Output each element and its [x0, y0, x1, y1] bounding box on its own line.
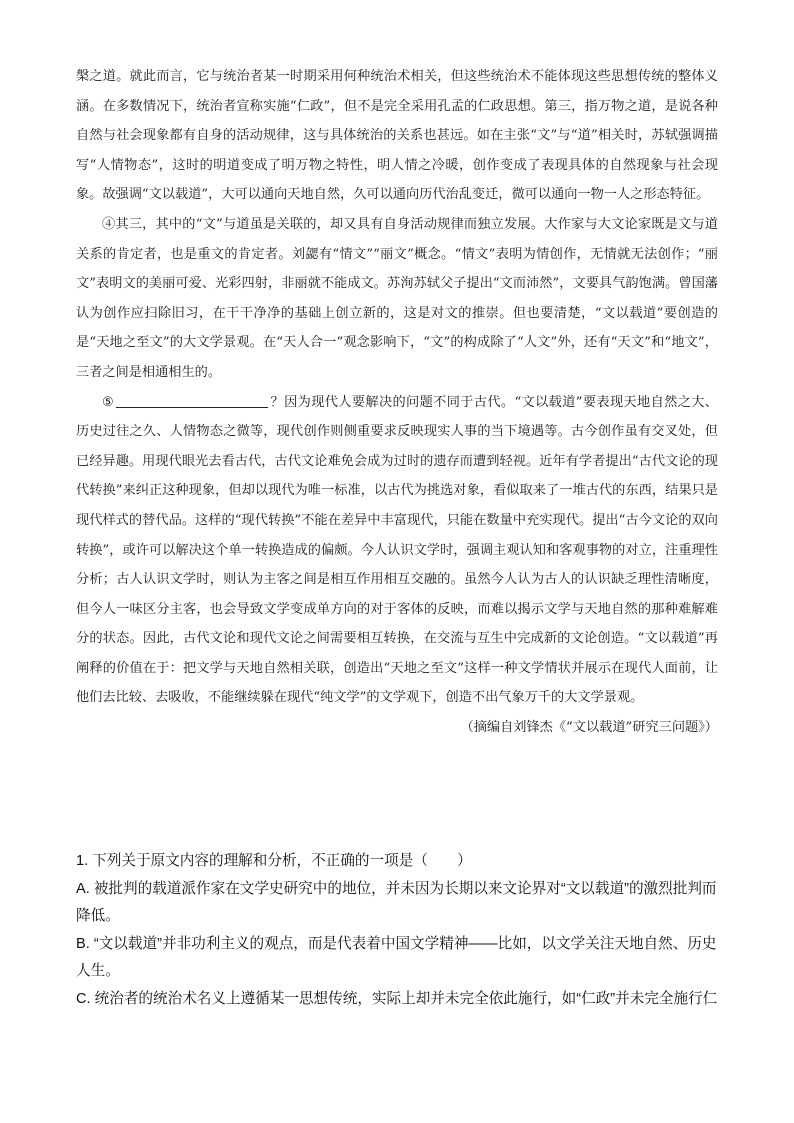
source-citation: （摘编自刘锋杰《“文以载道”研究三问题》） — [460, 720, 718, 736]
passage-paragraph-3-continued: 槃之道。就此而言，它与统治者某一时期采用何种统治术相关，但这些统治术不能体现这些思想传统的整体义涵。在多数情况下，统治者宣称实施“仁政”，但不是完全采用孔孟的仁政思想。第三，指万物之道，是说各种自然与社会现象都有自身的活动规律，这与具体统治的关系也甚远。如在主张“文”与“道”相关时，苏轼强调描写“人情物态”，这时的明道变成了明万物之特性，明人情之冷暖，创作变成了表现具体的自然现象与社会现象。故强调“文以载道”，大可以通向天地自然，久可以通向历代治乱变迁，微可以通向一物一人之形态特征。 — [76, 69, 718, 203]
fill-in-blank[interactable] — [116, 393, 268, 408]
option-c: C. 统治者的统治术名义上遵循某一思想传统，实际上却并未完全依此施行，如“仁政”并未完全施行仁 — [76, 990, 718, 1007]
option-a: A. 被批判的载道派作家在文学史研究中的地位，并未因为长期以来文论界对“文以载道”的激烈批判而降低。 — [76, 880, 717, 925]
reading-passage — [76, 62, 718, 743]
paragraph-5-text: ？因为现代人要解决的问题不同于古代。“文以载道”要表现天地自然之大、历史过往之久、人情物态之微等，现代创作则侧重要求反映现实人事的当下境遇等。古今创作虽有交叉处，但已经异趣。用现代眼光去看古代，古代文论难免会成为过时的遗存而遭到轻视。近年有学者提出“古代文论的现代转换”来纠正这种现象，但却以现代为唯一标准，以古代为挑选对象，看似取来了一堆古代的东西，结果只是现代样式的替代品。这样的“现代转换”不能在差异中丰富现代，只能在数量中充实现代。提出“古今文论的双向转换”，或许可以解决这个单一转换造成的偏颇。今人认识文学时，强调主观认知和客观事物的对立，注重理性分析；古人认识文学时，则认为主客之间是相互作用相互交融的。虽然今人认为古人的认识缺乏理性清晰度，但今人一味区分主客，也会导致文学变成单方向的对于客体的反映，而难以揭示文学与天地自然的那种难解难分的状态。因此，古代文论和现代文论之间需要相互转换，在交流与互生中完成新的文论创造。“文以载道”再阐释的价值在于：把文学与天地自然相关联，创造出“天地之至文”这样一种文学情状并展示在现代人面前，让他们去比较、去吸收，不能继续躲在现代“纯文学”的文学观下，创造不出气象万千的大文学景观。 — [76, 394, 718, 706]
question-1-stem: 1. 下列关于原文内容的理解和分析，不正确的一项是（ ） — [76, 853, 472, 869]
passage-paragraph-4: ④其三，其中的“文”与道虽是关联的，却又具有自身活动规律而独立发展。大作家与大文论家既是文与道关系的肯定者，也是重文的肯定者。刘勰有“情文”“丽文”概念。“情文”表明为情创作，无情就无法创作；“丽文”表明文的美丽可爱、光彩四射，非丽就不能成文。苏洵苏轼父子提出“文而沛然”，文要具气韵饱满。曾国藩认为创作应扫除旧习，在干干净净的基础上创立新的，这是对文的推崇。但也要清楚，“文以载道”要创造的是“天地之至文”的大文学景观。在“天人合一”观念影响下，“文”的构成除了“人文”外，还有“天文”和“地文”，三者之间是相通相生的。 — [76, 216, 718, 380]
paragraph-number: ⑤ — [102, 394, 115, 410]
option-b: B. “文以载道”并非功利主义的观点，而是代表着中国文学精神——比如，以文学关注天地自然、历史人生。 — [76, 935, 717, 980]
passage-paragraph-5 — [76, 388, 718, 714]
question-section — [76, 848, 718, 1014]
